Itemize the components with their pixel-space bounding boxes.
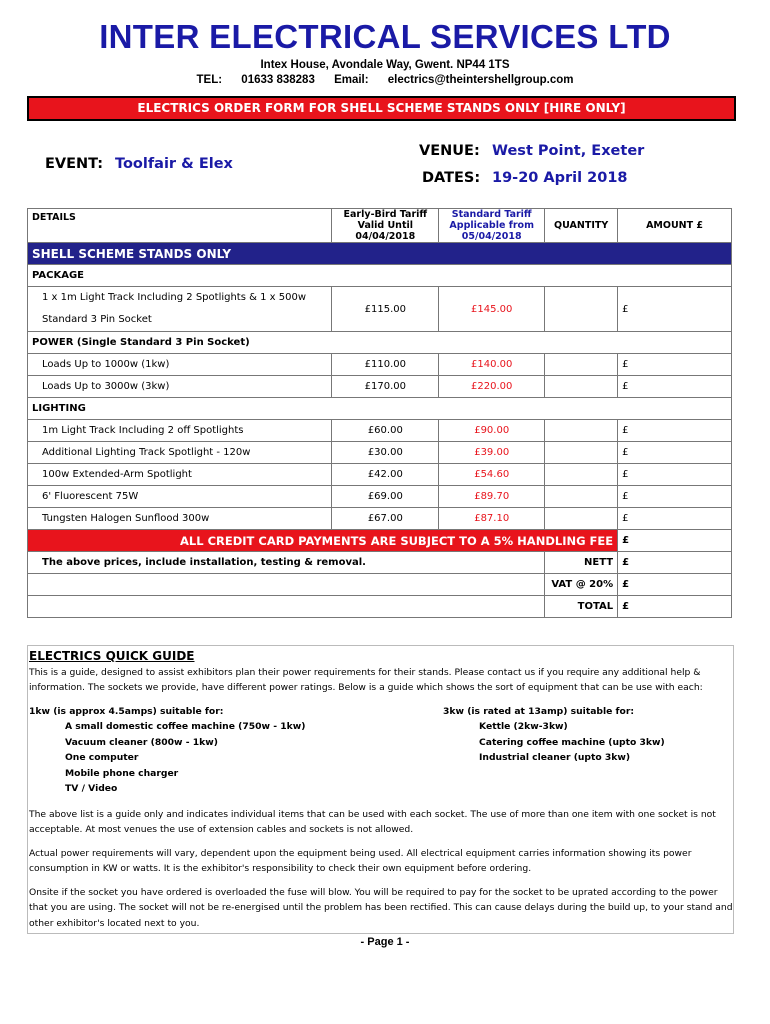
col-details: DETAILS <box>28 209 332 243</box>
list-item: One computer <box>65 752 139 763</box>
event-label: EVENT: <box>45 156 104 172</box>
total-label: TOTAL <box>545 596 618 618</box>
tel-number: 01633 838283 <box>241 74 315 86</box>
list-item: Vacuum cleaner (800w - 1kw) <box>65 736 218 748</box>
category-power: POWER (Single Standard 3 Pin Socket) <box>28 332 732 354</box>
item-name: 1m Light Track Including 2 off Spotlights <box>28 420 332 442</box>
standard-price: £87.10 <box>439 508 545 530</box>
total-field[interactable]: £ <box>618 596 732 618</box>
table-row <box>28 287 732 332</box>
handling-fee-field[interactable]: £ <box>618 530 732 552</box>
quantity-field[interactable] <box>545 287 618 332</box>
company-name: INTER ELECTRICAL SERVICES LTD <box>99 18 671 55</box>
quantity-field[interactable] <box>545 376 618 398</box>
col-quantity: QUANTITY <box>545 209 618 243</box>
nett-label: NETT <box>545 552 618 574</box>
guide-paragraph: Actual power requirements will vary, dependent upon the equipment being used. All electrical equipment carries information showing its power consumption in KW or watts. It is the exhibitor's responsibility to check their own equipment before ordering. <box>29 847 692 874</box>
standard-price: £39.00 <box>439 442 545 464</box>
list-item: Kettle (2kw-3kw) <box>479 721 568 732</box>
credit-card-row <box>28 530 732 552</box>
early-price: £30.00 <box>332 442 439 464</box>
item-name: Loads Up to 3000w (3kw) <box>28 376 332 398</box>
item-name: Additional Lighting Track Spotlight - 120w <box>28 442 332 464</box>
guide-1kw-column <box>29 704 305 797</box>
section-header: SHELL SCHEME STANDS ONLY <box>28 243 732 265</box>
amount-field[interactable]: £ <box>618 442 732 464</box>
col-amount: AMOUNT £ <box>618 209 732 243</box>
early-price: £67.00 <box>332 508 439 530</box>
amount-field[interactable]: £ <box>618 420 732 442</box>
early-price: £42.00 <box>332 464 439 486</box>
credit-card-notice: ALL CREDIT CARD PAYMENTS ARE SUBJECT TO A 5% HANDLING FEE <box>28 530 618 552</box>
amount-field[interactable]: £ <box>618 486 732 508</box>
quantity-field[interactable] <box>545 486 618 508</box>
amount-field[interactable]: £ <box>618 464 732 486</box>
col-early-bird: Early-Bird Tariff Valid Until 04/04/2018 <box>332 209 439 243</box>
guide-columns <box>28 704 733 799</box>
venue-label: VENUE: <box>419 143 480 159</box>
vat-field[interactable]: £ <box>618 574 732 596</box>
col-standard: Standard Tariff Applicable from 05/04/2018 <box>439 209 545 243</box>
list-item: TV / Video <box>65 783 118 794</box>
page-number: - Page 1 - <box>360 936 410 948</box>
early-price: £115.00 <box>332 287 439 332</box>
list-item: Catering coffee machine (upto 3kw) <box>479 736 665 748</box>
table-row <box>28 420 732 442</box>
item-name: 100w Extended-Arm Spotlight <box>28 464 332 486</box>
table-row <box>28 486 732 508</box>
quantity-field[interactable] <box>545 508 618 530</box>
package-description: 1 x 1m Light Track Including 2 Spotlights & 1 x 500w Standard 3 Pin Socket <box>28 287 332 332</box>
standard-price: £90.00 <box>439 420 545 442</box>
email-address[interactable]: electrics@theintershellgroup.com <box>387 74 574 86</box>
early-price: £60.00 <box>332 420 439 442</box>
category-package: PACKAGE <box>28 265 732 287</box>
company-address: Intex House, Avondale Way, Gwent. NP44 1TS <box>260 59 510 71</box>
quantity-field[interactable] <box>545 464 618 486</box>
standard-price: £145.00 <box>439 287 545 332</box>
guide-3kw-heading: 3kw (is rated at 13amp) suitable for: <box>443 705 635 717</box>
item-name: 6' Fluorescent 75W <box>28 486 332 508</box>
electrics-quick-guide <box>27 645 734 934</box>
email-label: Email: <box>334 74 369 86</box>
standard-price: £54.60 <box>439 464 545 486</box>
guide-1kw-heading: 1kw (is approx 4.5amps) suitable for: <box>29 705 224 717</box>
order-form-banner: ELECTRICS ORDER FORM FOR SHELL SCHEME STANDS ONLY [HIRE ONLY] <box>27 96 736 121</box>
quantity-field[interactable] <box>545 442 618 464</box>
quantity-field[interactable] <box>545 420 618 442</box>
item-name: Tungsten Halogen Sunflood 300w <box>28 508 332 530</box>
guide-paragraph: The above list is a guide only and indicates individual items that can be used with each socket. The use of more than one item with one socket is not acceptable. At most venues the use of extension cables and sockets is not allowed. <box>29 808 716 835</box>
guide-paragraph: Onsite if the socket you have ordered is overloaded the fuse will blow. You will be required to pay for the socket to be uprated according to the power that you are using. The socket will not be re-energised until the problem has been rectified. This can cause delays during the build up, to your stand and other exhibitor's located next to you. <box>29 886 733 929</box>
vat-row <box>28 574 732 596</box>
vat-label: VAT @ 20% <box>545 574 618 596</box>
list-item: Industrial cleaner (upto 3kw) <box>479 752 631 763</box>
standard-price: £89.70 <box>439 486 545 508</box>
early-price: £170.00 <box>332 376 439 398</box>
order-table <box>27 208 732 618</box>
dates-value: 19-20 April 2018 <box>492 170 628 186</box>
guide-3kw-column <box>443 704 665 766</box>
prices-note: The above prices, include installation, testing & removal. <box>28 552 545 574</box>
early-price: £69.00 <box>332 486 439 508</box>
category-lighting: LIGHTING <box>28 398 732 420</box>
early-price: £110.00 <box>332 354 439 376</box>
amount-field[interactable]: £ <box>618 354 732 376</box>
total-row <box>28 596 732 618</box>
contact-line <box>0 74 770 86</box>
table-row <box>28 442 732 464</box>
table-row <box>28 464 732 486</box>
standard-price: £220.00 <box>439 376 545 398</box>
guide-intro: This is a guide, designed to assist exhibitors plan their power requirements for their stands. Please contact us if you require any additional help & information. The sockets we provide, have different power ratings. Below is a guide which shows the sort of equipment that can be use with each: <box>29 666 703 693</box>
dates-label: DATES: <box>422 170 481 186</box>
amount-field[interactable]: £ <box>618 376 732 398</box>
event-value: Toolfair & Elex <box>115 156 233 172</box>
list-item: A small domestic coffee machine (750w - 1kw) <box>65 721 306 732</box>
quantity-field[interactable] <box>545 354 618 376</box>
amount-field[interactable]: £ <box>618 287 732 332</box>
nett-row <box>28 552 732 574</box>
nett-field[interactable]: £ <box>618 552 732 574</box>
table-header-row <box>28 209 732 243</box>
standard-price: £140.00 <box>439 354 545 376</box>
table-row <box>28 376 732 398</box>
tel-label: TEL: <box>196 74 223 86</box>
table-row <box>28 508 732 530</box>
table-row <box>28 354 732 376</box>
amount-field[interactable]: £ <box>618 508 732 530</box>
list-item: Mobile phone charger <box>65 767 179 779</box>
item-name: Loads Up to 1000w (1kw) <box>28 354 332 376</box>
guide-title: ELECTRICS QUICK GUIDE <box>29 649 195 663</box>
venue-value: West Point, Exeter <box>492 143 645 159</box>
